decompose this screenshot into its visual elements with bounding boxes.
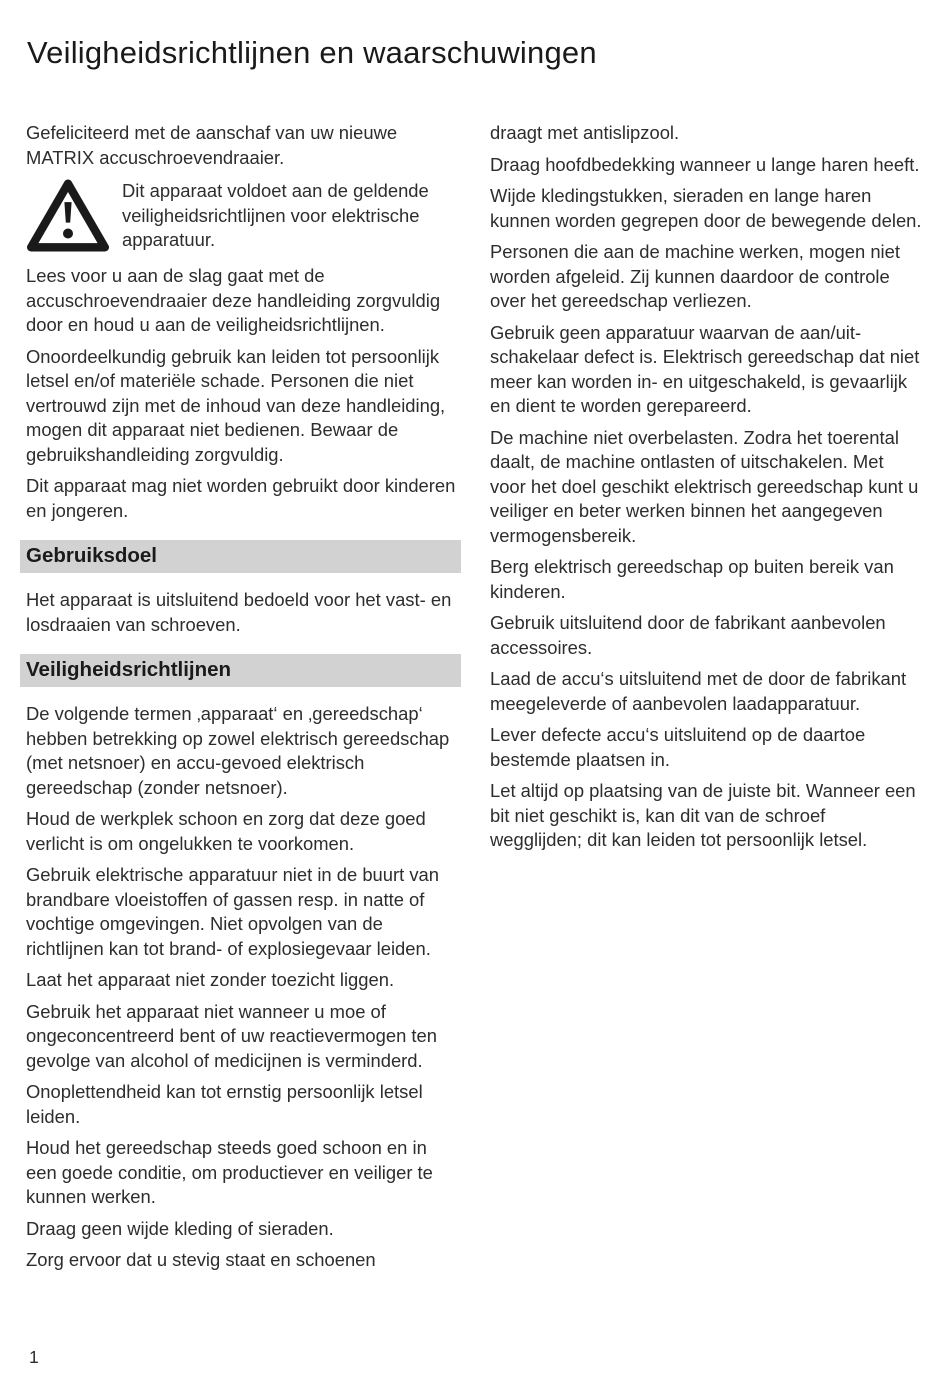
paragraph: Dit apparaat mag niet worden gebruikt door kinderen en jongeren.: [26, 475, 456, 521]
paragraph: Berg elektrisch gereedschap op buiten bereik van kinderen.: [490, 556, 894, 602]
left-column: [26, 121, 458, 1280]
paragraph: De volgende termen ‚apparaat‘ en ‚gereedschap‘ hebben betrekking op zowel elektrisch gereedschap (met netsnoer) en accu-gevoed elektrisch gereedschap (zonder netsnoer).: [26, 703, 450, 798]
paragraph: Houd de werkplek schoon en zorg dat deze goed verlicht is om ongelukken te voorkomen.: [26, 808, 426, 854]
paragraph: Let altijd op plaatsing van de juiste bit. Wanneer een bit niet geschikt is, kan dit van de schroef wegglijden; dit kan leiden tot persoonlijk letsel.: [490, 780, 916, 850]
paragraph: Onoplettendheid kan tot ernstig persoonlijk letsel leiden.: [26, 1081, 423, 1127]
paragraph: Wijde kledingstukken, sieraden en lange haren kunnen worden gegrepen door de bewegende delen.: [490, 185, 922, 231]
page-title: Veiligheidsrichtlijnen en waarschuwingen: [27, 35, 597, 70]
warning-triangle-icon: [26, 177, 110, 254]
paragraph: Lees voor u aan de slag gaat met de accuschroevendraaier deze handleiding zorgvuldig door en houd u aan de veiligheidsrichtlijnen.: [26, 265, 441, 335]
paragraph: Gebruik het apparaat niet wanneer u moe of ongeconcentreerd bent of uw reactievermogen ten gevolge van alcohol of medicijnen is verminderd.: [26, 1000, 437, 1071]
paragraph: Laat het apparaat niet zonder toezicht liggen.: [26, 969, 395, 990]
section-heading-veiligheidsrichtlijnen: Veiligheidsrichtlijnen: [20, 654, 461, 687]
paragraph: Het apparaat is uitsluitend bedoeld voor het vast- en losdraaien van schroeven.: [26, 589, 452, 635]
paragraph: Houd het gereedschap steeds goed schoon en in een goede conditie, om productiever en veiliger te kunnen werken.: [26, 1137, 433, 1207]
page-number: 1: [29, 1347, 39, 1367]
paragraph: Onoordeelkundig gebruik kan leiden tot persoonlijk letsel en/of materiële schade. Personen die niet vertrouwd zijn met de inhoud van deze handleiding, mogen dit apparaat niet bedienen. Bewaar de gebruikshandleiding zorgvuldig.: [26, 345, 446, 465]
paragraph: Gebruik geen apparatuur waarvan de aan/uit-schakelaar defect is. Elektrisch gereedschap dat niet meer kan worden in- en uitgeschakeld, is gevaarlijk en dient te worden gerepareerd.: [490, 321, 920, 416]
paragraph: draagt met antislipzool.: [490, 122, 680, 143]
paragraph: Gebruik elektrische apparatuur niet in de buurt van brandbare vloeistoffen of gassen resp. in natte of vochtige omgevingen. Niet opvolgen van de richtlijnen kan tot brand- of explosiegevaar leiden.: [26, 864, 440, 959]
two-column-layout: [26, 121, 950, 1280]
section-heading-gebruiksdoel: Gebruiksdoel: [20, 540, 461, 573]
paragraph: Gefeliciteerd met de aanschaf van uw nieuwe MATRIX accuschroevendraaier.: [26, 122, 398, 168]
paragraph: Personen die aan de machine werken, mogen niet worden afgeleid. Zij kunnen daardoor de controle over het gereedschap verliezen.: [490, 241, 900, 311]
paragraph: Zorg ervoor dat u stevig staat en schoenen: [26, 1249, 376, 1270]
paragraph: Draag geen wijde kleding of sieraden.: [26, 1217, 334, 1239]
paragraph: Draag hoofdbedekking wanneer u lange haren heeft.: [490, 153, 920, 175]
right-column: [490, 121, 922, 1280]
paragraph: Laad de accu‘s uitsluitend met de door de fabrikant meegeleverde of aanbevolen laadapparatuur.: [490, 668, 907, 714]
warning-text: Dit apparaat voldoet aan de geldende veiligheidsrichtlijnen voor elektrische apparatuur.: [122, 180, 429, 250]
paragraph: Gebruik uitsluitend door de fabrikant aanbevolen accessoires.: [490, 612, 886, 658]
paragraph: Lever defecte accu‘s uitsluitend op de daartoe bestemde plaatsen in.: [490, 724, 866, 770]
paragraph: De machine niet overbelasten. Zodra het toerental daalt, de machine ontlasten of uitschakelen. Met voor het doel geschikt elektrisch gereedschap kunt u veiliger en beter werken binnen het aangegeven vermogensbereik.: [490, 426, 919, 546]
warning-note: [26, 177, 458, 254]
